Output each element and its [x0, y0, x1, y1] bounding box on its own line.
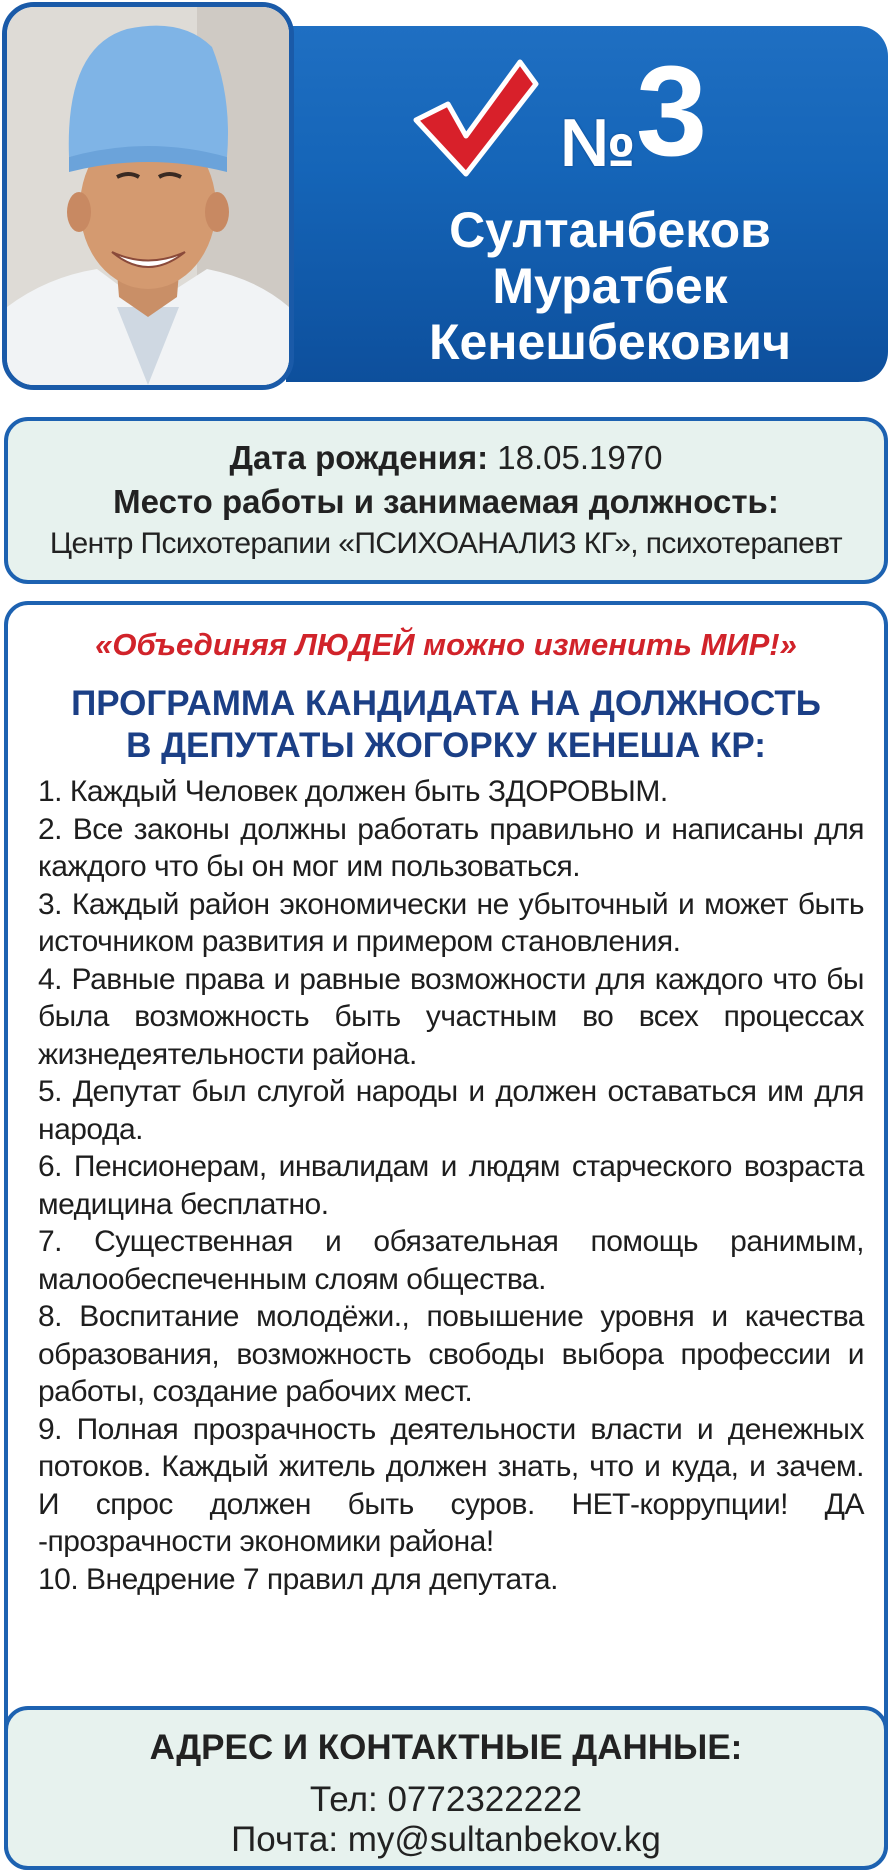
program-item: 10. Внедрение 7 правил для депутата. [38, 1562, 558, 1596]
program-item: 9. Полная прозрачность деятельности власти и денежных потоков. Каждый житель должен знать, что и куда, и зачем. И спрос должен быть суров. НЕТ-коррупции! ДА -прозрачности экономики района! [38, 1412, 864, 1558]
checkmark-icon [410, 58, 540, 178]
program-item: 2. Все законы должны работать правильно и написаны для каждого что бы он мог им пользоваться. [38, 812, 864, 883]
program-item: 8. Воспитание молодёжи., повышение уровня и качества образования, возможность свободы выбора профессии и работы, создание рабочих мест. [38, 1300, 864, 1408]
program-item: 3. Каждый район экономически не убыточный и может быть источником развития и примером становления. [38, 887, 864, 958]
candidate-patronymic: Кенешбекович [428, 314, 792, 370]
birth-date-value: 18.05.1970 [497, 439, 663, 476]
contacts-title: АДРЕС И КОНТАКТНЫЕ ДАННЫЕ: [149, 1728, 743, 1767]
contact-email: Почта: my@sultanbekov.kg [231, 1820, 661, 1859]
program-item: 6. Пенсионерам, инвалидам и людям старческого возраста медицина бесплатно. [38, 1150, 864, 1221]
work-value: Центр Психотерапии «ПСИХОАНАЛИЗ КГ», психотерапевт [49, 527, 843, 560]
candidate-info-box [4, 417, 888, 584]
program-item: 1. Каждый Человек должен быть ЗДОРОВЫМ. [38, 775, 668, 808]
candidate-portrait-image [7, 7, 289, 385]
candidate-surname: Султанбеков [449, 202, 771, 258]
birth-date-line [8, 439, 884, 477]
candidate-first-name: Муратбек [492, 258, 728, 314]
program-item: 7. Существенная и обязательная помощь ранимым, малообеспеченным слоям общества. [38, 1225, 864, 1296]
candidate-name [360, 202, 860, 370]
program-title-line-1: ПРОГРАММА КАНДИДАТА НА ДОЛЖНОСТЬ [71, 684, 821, 723]
program-item: 5. Депутат был слугой народы и должен оставаться им для народа. [38, 1075, 864, 1146]
birth-date-label: Дата рождения: [229, 439, 489, 476]
program-list [38, 773, 864, 1598]
program-box [4, 601, 888, 1870]
number-sign: № [560, 105, 634, 181]
program-item: 4. Равные права и равные возможности для каждого что бы была возможность быть участным во всех процессах жизнедеятельности района. [38, 962, 864, 1071]
candidate-photo [2, 2, 294, 390]
program-title [8, 683, 884, 767]
ballot-number-block [410, 40, 810, 183]
program-title-line-2: В ДЕПУТАТЫ ЖОГОРКУ КЕНЕША КР: [126, 726, 766, 765]
ballot-number: 3 [636, 40, 708, 183]
slogan: «Объединяя ЛЮДЕЙ можно изменить МИР!» [95, 627, 797, 662]
contacts-box [4, 1706, 888, 1870]
contact-phone: Тел: 0772322222 [309, 1780, 583, 1819]
work-label: Место работы и занимаемая должность: [113, 483, 779, 520]
